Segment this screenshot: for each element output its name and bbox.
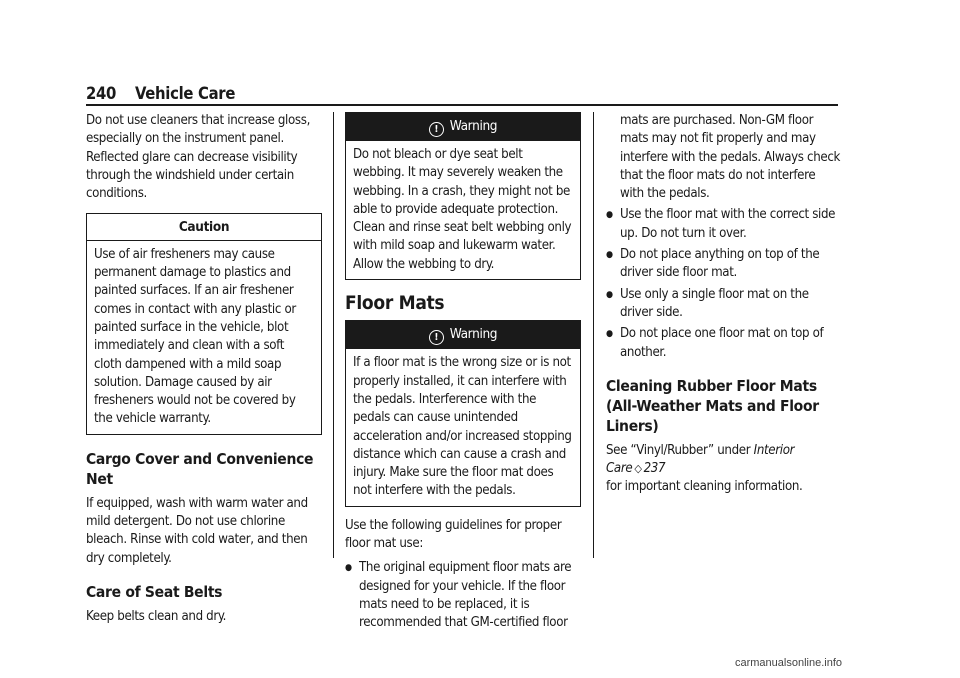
list-item: ● The original equipment floor mats are designed for your vehicle. If the floor mats need to be replaced, it is recommended that GM-certified floor: [345, 559, 581, 632]
see-prefix: See “Vinyl/Rubber” under: [606, 442, 751, 458]
warning-title: Warning: [449, 118, 498, 134]
warning-title: Warning: [449, 326, 498, 343]
seatbelt-paragraph: Keep belts clean and dry.: [86, 608, 227, 624]
guidelines-list-continued: [606, 112, 842, 362]
caution-box: [86, 213, 322, 434]
column-3: [606, 112, 842, 497]
page-header: [86, 84, 235, 103]
page-ref-icon: ◇: [634, 462, 642, 476]
header-rule: [86, 104, 838, 106]
warning-icon: !: [429, 330, 444, 345]
column-2: [345, 112, 581, 636]
floor-mats-heading: Floor Mats: [345, 292, 445, 315]
guidelines-list: [345, 559, 581, 632]
warning-box-floor-mat: [345, 320, 581, 506]
cargo-paragraph: If equipped, wash with warm water and mild detergent. Do not use chlorine bleach. Rinse with cold water, and then dry completely.: [86, 495, 308, 566]
column-divider-1: [333, 112, 334, 558]
page-ref-number[interactable]: 237: [643, 461, 666, 477]
see-suffix: for important cleaning information.: [606, 479, 803, 495]
caution-title: Caution: [87, 214, 321, 240]
interior-care-link[interactable]: Interior Care: [606, 442, 795, 477]
list-item: ● Use the floor mat with the correct side up. Do not turn it over.: [606, 206, 842, 243]
warning-header: [346, 321, 580, 349]
watermark-footer: carmanualsonline.info: [734, 657, 842, 669]
column-1: [86, 112, 322, 626]
guidelines-paragraph: Use the following guidelines for proper floor mat use:: [345, 517, 562, 552]
warning-icon: !: [429, 122, 444, 137]
rubber-mats-paragraph: [606, 442, 842, 497]
list-item: ● Do not place anything on top of the driver side floor mat.: [606, 246, 842, 283]
warning-body: If a floor mat is the wrong size or is not properly installed, it can interfere with the pedals. Interference with the pedals can cause unintended acceleration and/or increased stopping distance which can cause a crash and injury. Make sure the floor mat does not interfere with the pedals.: [353, 355, 572, 499]
caution-body: Use of air fresheners may cause permanent damage to plastics and painted surfaces. If an air freshener comes in contact with any plastic or painted surface in the vehicle, blot immediately and clean with a soft cloth dampened with a mild soap solution. Damage caused by air fresheners would not be covered by the vehicle warranty.: [94, 246, 296, 427]
page-number: 240: [86, 84, 117, 103]
intro-paragraph: Do not use cleaners that increase gloss, especially on the instrument panel. Reflected glare can decrease visibility through the windshield under certain conditions.: [86, 113, 310, 202]
warning-box-seatbelt: [345, 112, 581, 280]
rubber-mats-heading: Cleaning Rubber Floor Mats (All-Weather Mats and Floor Liners): [606, 376, 819, 435]
list-item: ● Do not place one floor mat on top of another.: [606, 325, 842, 362]
warning-body: Do not bleach or dye seat belt webbing. It may severely weaken the webbing. In a crash, they might not be able to provide adequate protection. Clean and rinse seat belt webbing only with mild soap and lukewarm water. Allow the webbing to dry.: [353, 147, 572, 272]
warning-header: [346, 113, 580, 141]
column-divider-2: [593, 112, 594, 558]
cargo-heading: Cargo Cover and Convenience Net: [86, 449, 314, 488]
section-title: Vehicle Care: [134, 84, 236, 103]
list-item: ● Use only a single floor mat on the driver side.: [606, 286, 842, 323]
list-item: mats are purchased. Non-GM floor mats may not fit properly and may interfere with the pedals. Always check that the floor mats do not interfere with the pedals.: [620, 113, 841, 202]
seatbelt-heading: Care of Seat Belts: [86, 582, 223, 601]
